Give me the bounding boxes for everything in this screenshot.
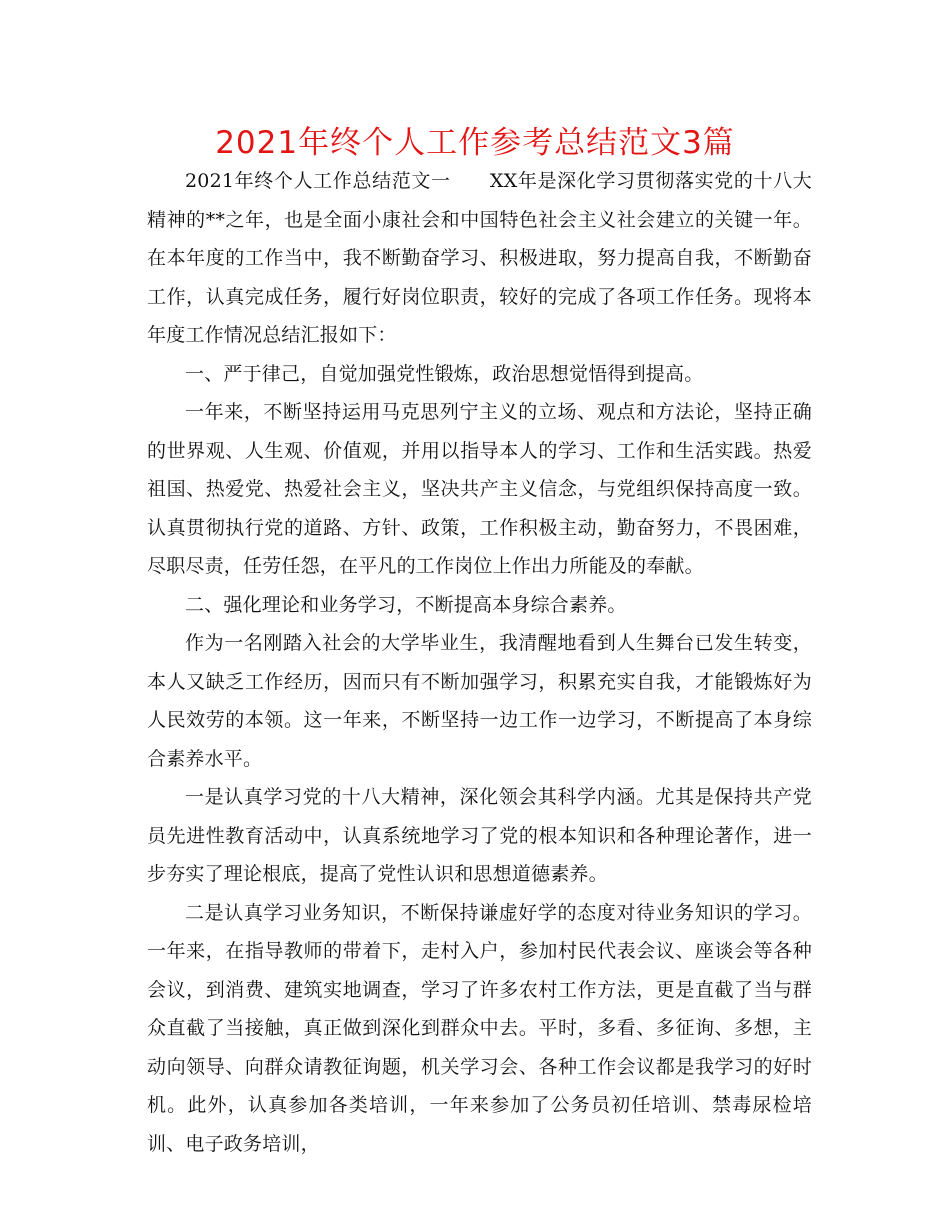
document-body [147, 162, 812, 1163]
paragraph-point-1: 一是认真学习党的十八大精神，深化领会其科学内涵。尤其是保持共产党员先进性教育活动中，认真系统地学习了党的根本知识和各种理论著作，进一步夯实了理论根底，提高了党性认识和思想道德素养。 [147, 786, 812, 885]
paragraph-section-2: 作为一名刚踏入社会的大学毕业生，我清醒地看到人生舞台已发生转变，本人又缺乏工作经历，因而只有不断加强学习，积累充实自我，才能锻炼好为人民效劳的本领。这一年来，不断坚持一边工作一边学习，不断提高了本身综合素养水平。 [147, 632, 812, 770]
paragraph-section-1: 一年来，不断坚持运用马克思列宁主义的立场、观点和方法论，坚持正确的世界观、人生观、价值观，并用以指导本人的学习、工作和生活实践。热爱祖国、热爱党、热爱社会主义，坚决共产主义信念，与党组织保持高度一致。认真贯彻执行党的道路、方针、政策，工作积极主动，勤奋努力，不畏困难，尽职尽责，任劳任怨，在平凡的工作岗位上作出力所能及的奉献。 [147, 401, 812, 577]
section-heading-2: 二、强化理论和业务学习，不断提高本身综合素养。 [185, 593, 627, 616]
paragraph-point-2: 二是认真学习业务知识，不断保持谦虚好学的态度对待业务知识的学习。一年来，在指导教师的带着下，走村入户，参加村民代表会议、座谈会等各种会议，到消费、建筑实地调查，学习了许多农村工作方法，更是直截了当与群众直截了当接触，真正做到深化到群众中去。平时，多看、多征询、多想，主动向领导、向群众请教征询题，机关学习会、各种工作会议都是我学习的好时机。此外，认真参加各类培训，一年来参加了公务员初任培训、禁毒尿检培训、电子政务培训， [147, 901, 812, 1155]
section-heading-1: 一、严于律己，自觉加强党性锻炼，政治思想觉悟得到提高。 [185, 362, 704, 385]
paragraph-intro: 2021年终个人工作总结范文一 XX年是深化学习贯彻落实党的十八大精神的**之年，也是全面小康社会和中国特色社会主义社会建立的关键一年。在本年度的工作当中，我不断勤奋学习、积极进取，努力提高自我，不断勤奋工作，认真完成任务，履行好岗位职责，较好的完成了各项工作任务。现将本年度工作情况总结汇报如下： [147, 170, 812, 346]
document-title: 2021年终个人工作参考总结范文3篇 [215, 125, 735, 161]
